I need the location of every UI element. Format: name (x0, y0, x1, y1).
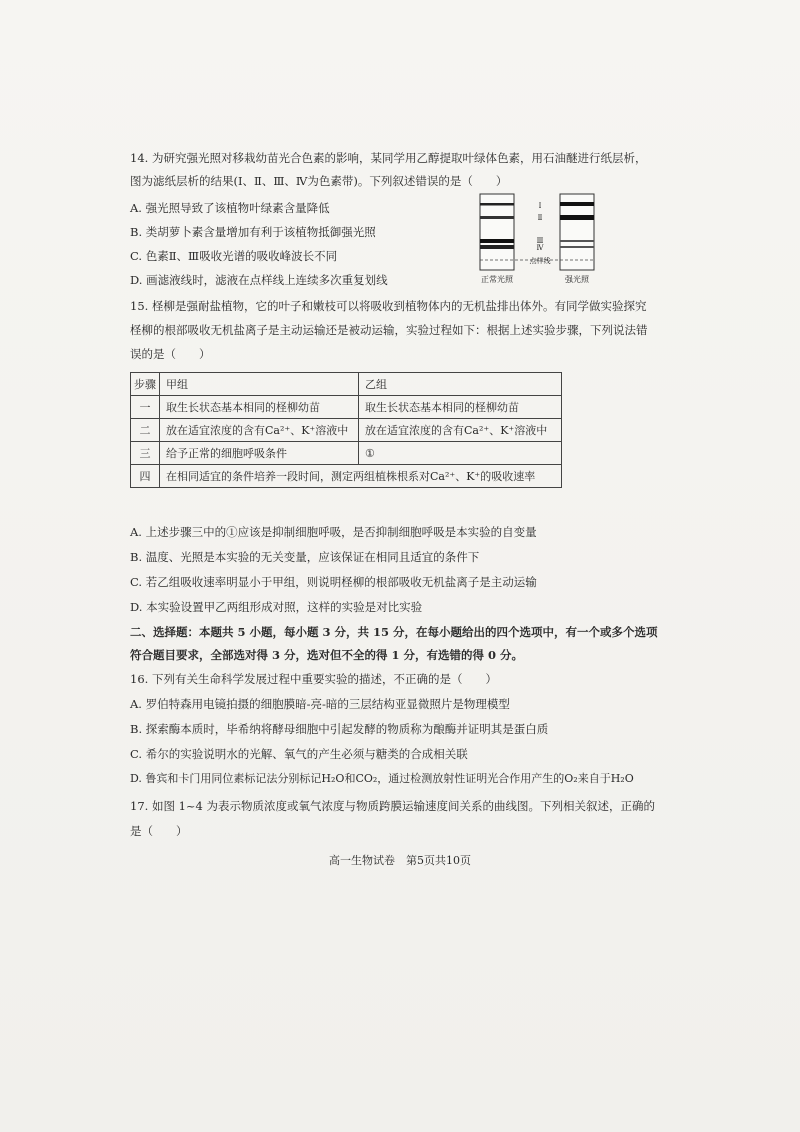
q14-option-c: C. 色素Ⅱ、Ⅲ吸收光谱的吸收峰波长不同 (130, 249, 338, 263)
table-cell: 放在适宜浓度的含有Ca²⁺、K⁺溶液中 (160, 419, 359, 442)
table-cell: ① (359, 442, 562, 465)
table-header-cell: 步骤 (131, 373, 160, 396)
q14-stem-line2: 图为滤纸层析的结果(Ⅰ、Ⅱ、Ⅲ、Ⅳ为色素带)。下列叙述错误的是（ ） (130, 174, 508, 188)
chromatography-figure (470, 190, 620, 290)
band-label-2: Ⅱ (537, 214, 543, 222)
table-cell: 放在适宜浓度的含有Ca²⁺、K⁺溶液中 (359, 419, 562, 442)
q15-option-d: D. 本实验设置甲乙两组形成对照，这样的实验是对比实验 (130, 600, 423, 614)
table-row (131, 419, 562, 442)
q14-option-a: A. 强光照导致了该植物叶绿素含量降低 (130, 201, 330, 215)
table-row (131, 465, 562, 488)
q17-stem-line1: 17. 如图 1~4 为表示物质浓度或氧气浓度与物质跨膜运输速度间关系的曲线图。下列相关叙述，正确的 (130, 799, 656, 813)
band-label-1: Ⅰ (538, 202, 542, 210)
table-header-row (131, 373, 562, 396)
band-strong-2 (560, 215, 594, 220)
baseline-label: 点样线 (529, 257, 551, 265)
q16-option-d: D. 鲁宾和卡门用同位素标记法分别标记H₂O和CO₂，通过检测放射性证明光合作用产生的O₂来自于H₂O (130, 772, 634, 785)
section2-heading-line1: 二、选择题：本题共 5 小题，每小题 3 分，共 15 分，在每小题给出的四个选项中，有一个或多个选项 (130, 625, 658, 639)
table-cell: 三 (131, 442, 160, 465)
table-cell: 四 (131, 465, 160, 488)
table-cell: 给予正常的细胞呼吸条件 (160, 442, 359, 465)
table-row (131, 396, 562, 419)
page-footer: 高一生物试卷 第5页共10页 (329, 854, 471, 867)
band-normal-2 (480, 216, 514, 219)
q14-stem-line1: 14. 为研究强光照对移栽幼苗光合色素的影响，某同学用乙醇提取叶绿体色素，用石油醚进行纸层析， (130, 151, 647, 165)
band-strong-3 (560, 240, 594, 242)
table-row (131, 442, 562, 465)
q16-option-b: B. 探索酶本质时，毕希纳将酵母细胞中引起发酵的物质称为酿酶并证明其是蛋白质 (130, 722, 549, 736)
q15-stem-line2: 柽柳的根部吸收无机盐离子是主动运输还是被动运输，实验过程如下：根据上述实验步骤，下列说法错 (130, 323, 648, 337)
band-strong-1 (560, 202, 594, 206)
band-normal-4 (480, 245, 514, 249)
caption-strong-light: 强光照 (565, 275, 589, 284)
q15-stem-line1: 15. 柽柳是强耐盐植物，它的叶子和嫩枝可以将吸收到植物体内的无机盐排出体外。有同学做实验探究 (130, 299, 647, 313)
band-strong-4 (560, 246, 594, 248)
q16-stem: 16. 下列有关生命科学发展过程中重要实验的描述，不正确的是（ ） (130, 672, 497, 686)
q14-option-d: D. 画滤液线时，滤液在点样线上连续多次重复划线 (130, 273, 388, 287)
caption-normal-light: 正常光照 (481, 275, 513, 284)
q14-option-b: B. 类胡萝卜素含量增加有利于该植物抵御强光照 (130, 225, 376, 239)
band-label-3: Ⅲ (536, 237, 544, 245)
experiment-steps-table (130, 372, 562, 488)
table-cell: 一 (131, 396, 160, 419)
table-cell: 取生长状态基本相同的柽柳幼苗 (160, 396, 359, 419)
section2-heading-line2: 符合题目要求，全部选对得 3 分，选对但不全的得 1 分，有选错的得 0 分。 (130, 648, 524, 662)
q17-stem-line2: 是（ ） (130, 824, 188, 838)
q15-option-b: B. 温度、光照是本实验的无关变量，应该保证在相同且适宜的条件下 (130, 550, 480, 564)
band-normal-3 (480, 239, 514, 243)
table-cell: 在相同适宜的条件培养一段时间，测定两组植株根系对Ca²⁺、K⁺的吸收速率 (160, 465, 562, 488)
table-cell: 取生长状态基本相同的柽柳幼苗 (359, 396, 562, 419)
q15-option-c: C. 若乙组吸收速率明显小于甲组，则说明柽柳的根部吸收无机盐离子是主动运输 (130, 575, 537, 589)
q16-option-a: A. 罗伯特森用电镜拍摄的细胞膜暗-亮-暗的三层结构亚显微照片是物理模型 (130, 697, 510, 711)
table-header-cell: 乙组 (359, 373, 562, 396)
table-cell: 二 (131, 419, 160, 442)
band-label-4: Ⅳ (536, 244, 544, 252)
q15-stem-line3: 误的是（ ） (130, 347, 211, 361)
q16-option-c: C. 希尔的实验说明水的光解、氧气的产生必须与糖类的合成相关联 (130, 747, 468, 761)
band-normal-1 (480, 203, 514, 206)
q15-option-a: A. 上述步骤三中的①应该是抑制细胞呼吸，是否抑制细胞呼吸是本实验的自变量 (130, 525, 537, 539)
table-header-cell: 甲组 (160, 373, 359, 396)
